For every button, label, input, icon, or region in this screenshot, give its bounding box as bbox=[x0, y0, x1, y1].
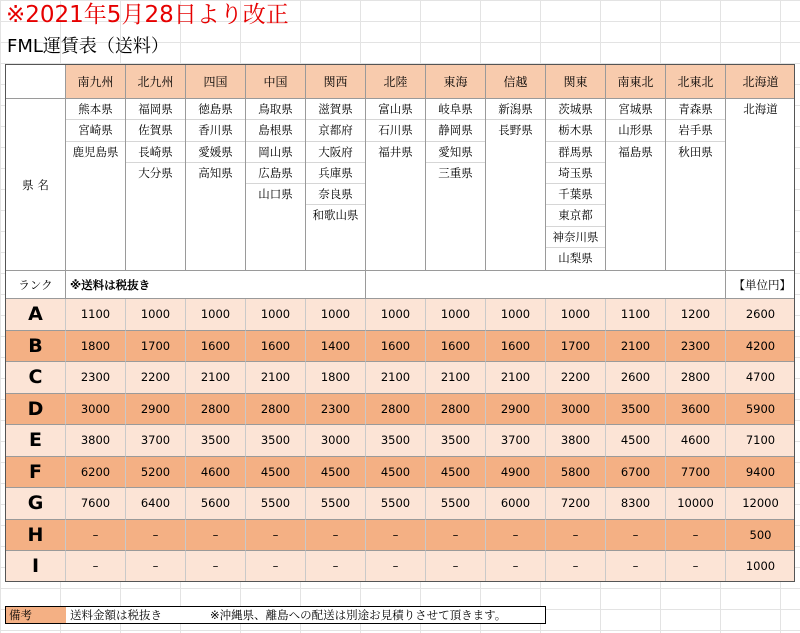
rank-row bbox=[6, 457, 795, 489]
rate-cell: 3500 bbox=[186, 425, 246, 457]
rate-cell: 1000 bbox=[366, 299, 426, 331]
rate-cell: 2800 bbox=[366, 394, 426, 426]
prefecture-name: 栃木県 bbox=[546, 120, 605, 141]
rate-cell: 6200 bbox=[66, 457, 126, 489]
rate-cell: 5500 bbox=[246, 488, 306, 520]
rate-cell: 7100 bbox=[726, 425, 795, 457]
rate-cell: 3500 bbox=[246, 425, 306, 457]
rank-row bbox=[6, 394, 795, 426]
rate-cell: – bbox=[366, 551, 426, 582]
rate-cell: 4600 bbox=[666, 425, 726, 457]
prefecture-name: 香川県 bbox=[186, 120, 245, 141]
rank-row bbox=[6, 425, 795, 457]
prefecture-list bbox=[666, 99, 725, 162]
prefecture-name: 兵庫県 bbox=[306, 163, 365, 184]
rate-cell: 1600 bbox=[366, 331, 426, 363]
rank-row bbox=[6, 362, 795, 394]
rank-letter: H bbox=[6, 520, 66, 552]
region-header: 関西 bbox=[306, 65, 366, 99]
rate-cell: 7600 bbox=[66, 488, 126, 520]
prefecture-cell bbox=[666, 99, 726, 271]
prefecture-cell bbox=[546, 99, 606, 271]
rank-row bbox=[6, 331, 795, 363]
rate-cell: 1600 bbox=[246, 331, 306, 363]
region-header: 南東北 bbox=[606, 65, 666, 99]
prefecture-name: 山形県 bbox=[606, 120, 665, 141]
remarks-text: 送料金額は税抜き bbox=[70, 608, 162, 622]
prefecture-cell bbox=[246, 99, 306, 271]
remarks-box bbox=[5, 606, 546, 624]
prefecture-name: 東京都 bbox=[546, 205, 605, 226]
rate-cell: – bbox=[66, 520, 126, 552]
prefecture-name: 長崎県 bbox=[126, 142, 185, 163]
rate-cell: 12000 bbox=[726, 488, 795, 520]
prefecture-name: 青森県 bbox=[666, 99, 725, 120]
rate-cell: – bbox=[246, 520, 306, 552]
rate-cell: – bbox=[186, 520, 246, 552]
unit-note: 【単位円】 bbox=[726, 271, 795, 299]
rate-cell: 4500 bbox=[306, 457, 366, 489]
prefecture-name: 愛知県 bbox=[426, 142, 485, 163]
rate-cell: 7700 bbox=[666, 457, 726, 489]
rank-header-spacer bbox=[366, 271, 726, 299]
rate-cell: – bbox=[126, 520, 186, 552]
rate-cell: – bbox=[366, 520, 426, 552]
prefecture-cell bbox=[426, 99, 486, 271]
rate-cell: – bbox=[306, 520, 366, 552]
region-header: 北海道 bbox=[726, 65, 795, 99]
rate-cell: – bbox=[126, 551, 186, 582]
prefecture-name: 福岡県 bbox=[126, 99, 185, 120]
rate-cell: 1000 bbox=[426, 299, 486, 331]
rate-cell: – bbox=[426, 520, 486, 552]
rate-cell: 5900 bbox=[726, 394, 795, 426]
prefecture-name: 山口県 bbox=[258, 187, 293, 202]
rate-cell: 1000 bbox=[486, 299, 546, 331]
rate-cell: 1100 bbox=[66, 299, 126, 331]
rate-cell: 1800 bbox=[306, 362, 366, 394]
prefecture-list bbox=[126, 99, 185, 183]
prefecture-name: 岩手県 bbox=[666, 120, 725, 141]
rank-row bbox=[6, 520, 795, 552]
rate-cell: 5500 bbox=[306, 488, 366, 520]
rate-cell: 2200 bbox=[546, 362, 606, 394]
rate-cell: – bbox=[606, 520, 666, 552]
prefecture-cell bbox=[126, 99, 186, 271]
rate-cell: 5200 bbox=[126, 457, 186, 489]
prefecture-name: 福島県 bbox=[618, 144, 653, 159]
prefecture-name: 高知県 bbox=[198, 165, 233, 180]
rate-cell: 4600 bbox=[186, 457, 246, 489]
prefecture-list bbox=[66, 99, 125, 162]
rate-cell: 4900 bbox=[486, 457, 546, 489]
rate-cell: – bbox=[66, 551, 126, 582]
rate-cell: 1000 bbox=[726, 551, 795, 582]
rate-cell: 3700 bbox=[486, 425, 546, 457]
rate-cell: 500 bbox=[726, 520, 795, 552]
rate-cell: 3500 bbox=[366, 425, 426, 457]
rate-cell: 2100 bbox=[366, 362, 426, 394]
prefecture-cell bbox=[366, 99, 426, 271]
rate-cell: – bbox=[546, 520, 606, 552]
rate-cell: 2300 bbox=[66, 362, 126, 394]
prefecture-name: 千葉県 bbox=[546, 184, 605, 205]
prefecture-name: 北海道 bbox=[743, 102, 778, 116]
rate-cell: – bbox=[486, 551, 546, 582]
rate-cell: 2100 bbox=[426, 362, 486, 394]
region-header-row bbox=[6, 65, 795, 99]
rate-cell: – bbox=[246, 551, 306, 582]
remarks-note: ※沖縄県、離島への配送は別途お見積りさせて頂きます。 bbox=[210, 608, 507, 622]
prefecture-name: 富山県 bbox=[366, 99, 425, 120]
prefecture-list bbox=[546, 99, 605, 268]
rate-cell: 2300 bbox=[666, 331, 726, 363]
prefecture-name: 奈良県 bbox=[306, 184, 365, 205]
rate-cell: 1100 bbox=[606, 299, 666, 331]
prefecture-cell bbox=[306, 99, 366, 271]
rank-letter: C bbox=[6, 362, 66, 394]
rate-cell: 4500 bbox=[366, 457, 426, 489]
region-header: 北陸 bbox=[366, 65, 426, 99]
prefecture-name: 三重県 bbox=[438, 165, 473, 180]
prefecture-list bbox=[366, 99, 425, 162]
prefecture-name: 岐阜県 bbox=[426, 99, 485, 120]
rate-cell: 2800 bbox=[426, 394, 486, 426]
region-header: 四国 bbox=[186, 65, 246, 99]
rate-cell: 5500 bbox=[366, 488, 426, 520]
rate-cell: 2800 bbox=[666, 362, 726, 394]
rate-cell: – bbox=[186, 551, 246, 582]
rank-letter: B bbox=[6, 331, 66, 363]
prefecture-cell bbox=[186, 99, 246, 271]
rate-cell: 1600 bbox=[426, 331, 486, 363]
rate-cell: 9400 bbox=[726, 457, 795, 489]
rate-cell: 8300 bbox=[606, 488, 666, 520]
rate-cell: 2200 bbox=[126, 362, 186, 394]
tax-note: ※送料は税抜き bbox=[66, 271, 366, 299]
rate-cell: 1000 bbox=[126, 299, 186, 331]
prefecture-list bbox=[606, 99, 665, 162]
rate-cell: 2300 bbox=[306, 394, 366, 426]
region-header: 関東 bbox=[546, 65, 606, 99]
rate-cell: 4700 bbox=[726, 362, 795, 394]
rate-cell: 3000 bbox=[546, 394, 606, 426]
rate-cell: – bbox=[306, 551, 366, 582]
prefecture-name: 埼玉県 bbox=[546, 163, 605, 184]
rate-cell: 1700 bbox=[126, 331, 186, 363]
rate-cell: 3600 bbox=[666, 394, 726, 426]
rate-cell: 1200 bbox=[666, 299, 726, 331]
prefecture-list bbox=[726, 99, 795, 119]
prefecture-cell bbox=[606, 99, 666, 271]
rate-cell: 2600 bbox=[726, 299, 795, 331]
rank-row bbox=[6, 488, 795, 520]
prefecture-name: 新潟県 bbox=[486, 99, 545, 120]
region-header: 北九州 bbox=[126, 65, 186, 99]
rate-cell: 5500 bbox=[426, 488, 486, 520]
rate-table bbox=[5, 64, 795, 582]
revision-notice: ※2021年5月28日より改正 bbox=[6, 2, 289, 28]
rate-cell: 1600 bbox=[486, 331, 546, 363]
rate-cell: 2900 bbox=[486, 394, 546, 426]
rate-cell: 3000 bbox=[306, 425, 366, 457]
rate-cell: 1000 bbox=[306, 299, 366, 331]
prefecture-name: 熊本県 bbox=[66, 99, 125, 120]
rate-cell: – bbox=[606, 551, 666, 582]
rate-cell: 4500 bbox=[606, 425, 666, 457]
prefecture-row bbox=[6, 99, 795, 271]
prefecture-name: 秋田県 bbox=[678, 144, 713, 159]
prefecture-name: 石川県 bbox=[366, 120, 425, 141]
prefecture-name: 広島県 bbox=[246, 163, 305, 184]
prefecture-cell bbox=[726, 99, 795, 271]
rate-cell: 1000 bbox=[246, 299, 306, 331]
rank-letter: A bbox=[6, 299, 66, 331]
rate-cell: 5600 bbox=[186, 488, 246, 520]
prefecture-name: 福井県 bbox=[378, 144, 413, 159]
rate-cell: 3700 bbox=[126, 425, 186, 457]
prefecture-name: 鹿児島県 bbox=[72, 144, 119, 159]
rate-cell: 4500 bbox=[246, 457, 306, 489]
rate-cell: 3500 bbox=[426, 425, 486, 457]
remarks-label: 備考 bbox=[6, 607, 66, 623]
prefecture-list bbox=[306, 99, 365, 226]
prefecture-list bbox=[186, 99, 245, 183]
prefecture-name: 静岡県 bbox=[426, 120, 485, 141]
rate-cell: – bbox=[666, 551, 726, 582]
prefecture-name: 愛媛県 bbox=[186, 142, 245, 163]
rate-cell: 1600 bbox=[186, 331, 246, 363]
rank-row bbox=[6, 551, 795, 582]
prefecture-name: 大阪府 bbox=[306, 142, 365, 163]
rank-row bbox=[6, 299, 795, 331]
prefecture-name: 山梨県 bbox=[558, 251, 593, 266]
prefecture-label: 県 名 bbox=[6, 99, 66, 271]
rank-letter: G bbox=[6, 488, 66, 520]
prefecture-list bbox=[426, 99, 485, 183]
rate-cell: 1000 bbox=[546, 299, 606, 331]
rate-cell: 1400 bbox=[306, 331, 366, 363]
prefecture-name: 大分県 bbox=[138, 165, 173, 180]
rank-letter: I bbox=[6, 551, 66, 582]
rate-cell: 2100 bbox=[186, 362, 246, 394]
rate-cell: 6700 bbox=[606, 457, 666, 489]
prefecture-name: 鳥取県 bbox=[246, 99, 305, 120]
header-corner bbox=[6, 65, 66, 99]
rate-cell: 7200 bbox=[546, 488, 606, 520]
prefecture-name: 長野県 bbox=[498, 123, 533, 138]
rate-cell: 1700 bbox=[546, 331, 606, 363]
rate-cell: 2100 bbox=[606, 331, 666, 363]
region-header: 東海 bbox=[426, 65, 486, 99]
prefecture-name: 茨城県 bbox=[546, 99, 605, 120]
rate-cell: 1800 bbox=[66, 331, 126, 363]
rate-cell: 3800 bbox=[66, 425, 126, 457]
rate-cell: 2900 bbox=[126, 394, 186, 426]
rate-cell: 3000 bbox=[66, 394, 126, 426]
rate-cell: 6000 bbox=[486, 488, 546, 520]
rank-label: ランク bbox=[6, 271, 66, 299]
rank-letter: F bbox=[6, 457, 66, 489]
prefecture-name: 神奈川県 bbox=[546, 227, 605, 248]
rate-cell: 1000 bbox=[186, 299, 246, 331]
rate-cell: 10000 bbox=[666, 488, 726, 520]
prefecture-list bbox=[246, 99, 305, 204]
prefecture-name: 滋賀県 bbox=[306, 99, 365, 120]
rate-cell: 3800 bbox=[546, 425, 606, 457]
region-header: 南九州 bbox=[66, 65, 126, 99]
page-title: FML運賃表（送料） bbox=[7, 36, 169, 57]
prefecture-list bbox=[486, 99, 545, 141]
rate-cell: 4200 bbox=[726, 331, 795, 363]
prefecture-cell bbox=[66, 99, 126, 271]
prefecture-name: 岡山県 bbox=[246, 142, 305, 163]
prefecture-name: 京都府 bbox=[306, 120, 365, 141]
rate-cell: 2800 bbox=[246, 394, 306, 426]
prefecture-cell bbox=[486, 99, 546, 271]
rate-cell: 2100 bbox=[486, 362, 546, 394]
rate-cell: – bbox=[426, 551, 486, 582]
rate-cell: – bbox=[486, 520, 546, 552]
rank-letter: D bbox=[6, 394, 66, 426]
rate-cell: – bbox=[546, 551, 606, 582]
region-header: 北東北 bbox=[666, 65, 726, 99]
rate-cell: 5800 bbox=[546, 457, 606, 489]
rate-cell: 2800 bbox=[186, 394, 246, 426]
rate-cell: 6400 bbox=[126, 488, 186, 520]
rate-cell: 2600 bbox=[606, 362, 666, 394]
rate-cell: 4500 bbox=[426, 457, 486, 489]
rank-letter: E bbox=[6, 425, 66, 457]
rate-cell: 2100 bbox=[246, 362, 306, 394]
rank-header-row bbox=[6, 271, 795, 299]
rate-cell: – bbox=[666, 520, 726, 552]
prefecture-name: 佐賀県 bbox=[126, 120, 185, 141]
region-header: 中国 bbox=[246, 65, 306, 99]
prefecture-name: 島根県 bbox=[246, 120, 305, 141]
prefecture-name: 群馬県 bbox=[546, 142, 605, 163]
prefecture-name: 和歌山県 bbox=[312, 208, 359, 223]
prefecture-name: 徳島県 bbox=[186, 99, 245, 120]
prefecture-name: 宮城県 bbox=[606, 99, 665, 120]
prefecture-name: 宮崎県 bbox=[66, 120, 125, 141]
region-header: 信越 bbox=[486, 65, 546, 99]
rate-cell: 3500 bbox=[606, 394, 666, 426]
